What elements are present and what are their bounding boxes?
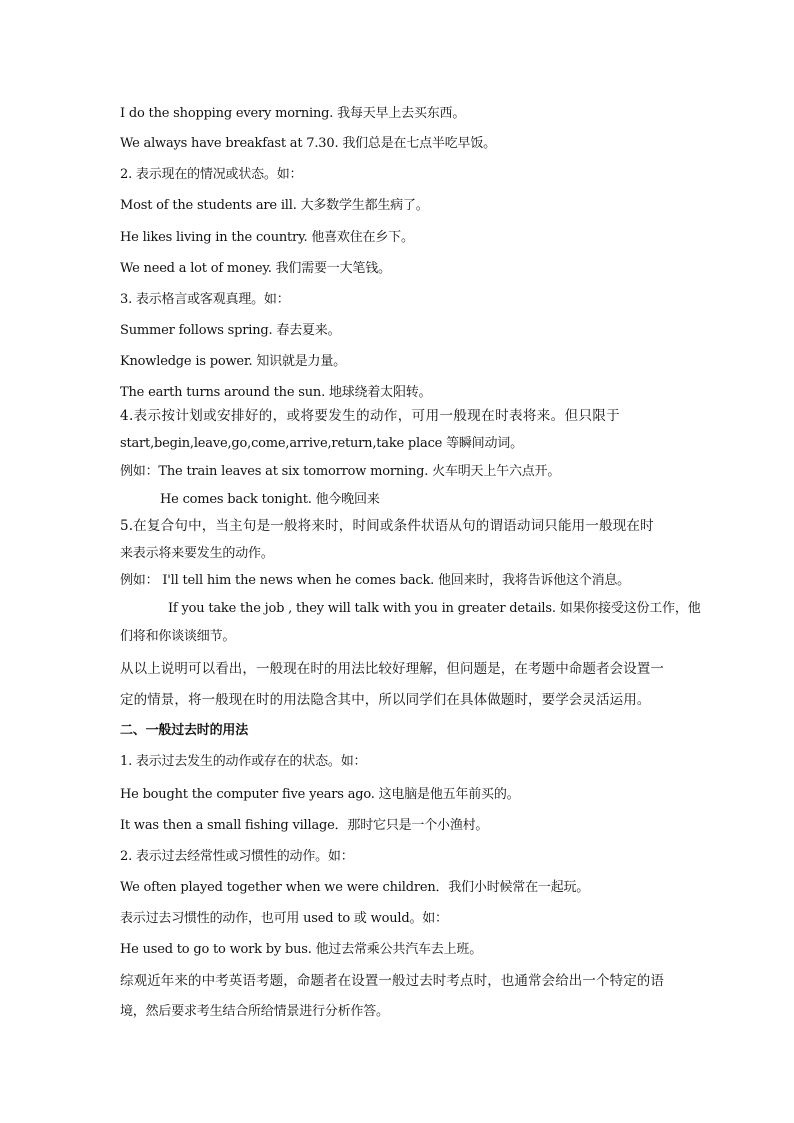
- section-heading: 二、一般过去时的用法: [120, 723, 249, 738]
- text-line: The earth turns around the sun. 地球绕着太阳转。: [120, 385, 432, 400]
- text-line: I do the shopping every morning. 我每天早上去买东西。: [120, 106, 466, 121]
- text-line: 综观近年来的中考英语考题，命题者在设置一般过去时考点时，也通常会给出一个特定的语: [120, 973, 664, 989]
- text-line: 4.表示按计划或安排好的，或将要发生的动作，可用一般现在时表将来。但只限于: [120, 408, 621, 424]
- text-line: He comes back tonight. 他今晚回来: [160, 492, 380, 507]
- text-line: He likes living in the country. 他喜欢住在乡下。: [120, 230, 414, 245]
- text-line: 例如： I'll tell him the news when he comes back. 他回来时，我将告诉他这个消息。: [120, 573, 630, 588]
- text-line: 例如：The train leaves at six tomorrow morning. 火车明天上午六点开。: [120, 464, 561, 479]
- text-line: start,begin,leave,go,come,arrive,return,take place 等瞬间动词。: [120, 436, 523, 451]
- text-line: 2. 表示现在的情况或状态。如：: [120, 167, 303, 182]
- text-line: 表示过去习惯性的动作，也可用 used to 或 would。如：: [120, 911, 448, 926]
- text-line: We often played together when we were children．我们小时候常在一起玩。: [120, 880, 590, 895]
- text-line: 从以上说明可以看出，一般现在时的用法比较好理解，但问题是，在考题中命题者会设置一: [120, 661, 664, 677]
- text-line: We need a lot of money. 我们需要一大笔钱。: [120, 261, 391, 276]
- text-line: 们将和你谈谈细节。: [120, 629, 236, 644]
- text-line: He used to go to work by bus. 他过去常乘公共汽车去上班。: [120, 942, 483, 957]
- text-line: It was then a small fishing village．那时它只是一个小渔村。: [120, 818, 489, 833]
- text-line: He bought the computer five years ago. 这电脑是他五年前买的。: [120, 787, 520, 802]
- text-line: 3. 表示格言或客观真理。如：: [120, 292, 290, 307]
- text-line: 境，然后要求考生结合所给情景进行分析作答。: [120, 1004, 389, 1019]
- text-line: If you take the job , they will talk with you in greater details. 如果你接受这份工作，他: [168, 601, 701, 616]
- text-line: 1. 表示过去发生的动作或存在的状态。如：: [120, 754, 367, 769]
- text-line: 定的情景，将一般现在时的用法隐含其中，所以同学们在具体做题时，要学会灵活运用。: [120, 692, 651, 708]
- text-line: Most of the students are ill. 大多数学生都生病了。: [120, 198, 429, 213]
- text-line: 2. 表示过去经常性或习惯性的动作。如：: [120, 849, 354, 864]
- text-line: Summer follows spring. 春去夏来。: [120, 323, 341, 338]
- text-line: 来表示将来要发生的动作。: [120, 546, 274, 561]
- text-line: Knowledge is power. 知识就是力量。: [120, 354, 346, 369]
- text-line: 5.在复合句中，当主句是一般将来时，时间或条件状语从句的谓语动词只能用一般现在时: [120, 518, 654, 534]
- text-line: We always have breakfast at 7.30. 我们总是在七点半吃早饭。: [120, 136, 496, 151]
